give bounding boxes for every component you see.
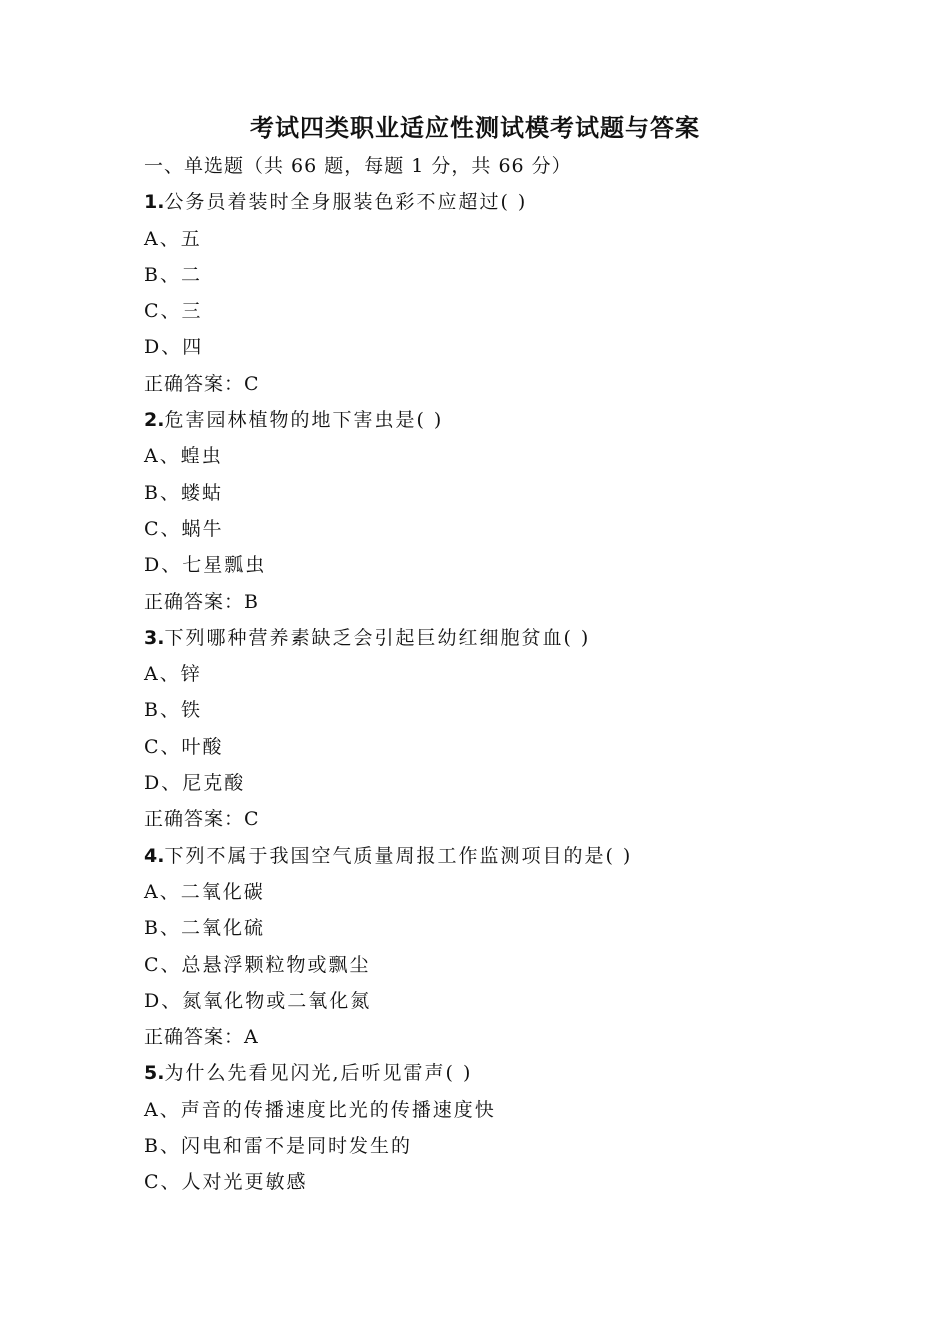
question-number: 3. (144, 626, 165, 649)
question-2-option-c: C、蜗牛 (144, 517, 224, 540)
question-2 (144, 402, 864, 438)
answer-prefix: 正确答案： (144, 372, 245, 395)
answer-value: C (244, 372, 260, 395)
document-body (144, 148, 864, 1201)
question-text: 为什么先看见闪光,后听见雷声( ) (164, 1062, 473, 1085)
question-number: 1. (144, 191, 165, 214)
answer-value: A (244, 1026, 259, 1049)
question-2-answer (144, 584, 864, 620)
section-heading: 一、单选题（共 66 题，每题 1 分，共 66 分） (144, 155, 572, 177)
question-5-option-c: C、人对光更敏感 (144, 1171, 308, 1194)
answer-prefix: 正确答案： (144, 808, 245, 831)
question-text: 下列不属于我国空气质量周报工作监测项目的是( ) (164, 844, 633, 867)
answer-value: C (244, 808, 260, 831)
question-3-option-c: C、叶酸 (144, 735, 224, 758)
document-title: 考试四类职业适应性测试模考试题与答案 (250, 114, 700, 142)
question-1-option-d: D、四 (144, 336, 204, 359)
answer-value: B (244, 590, 259, 613)
question-4-option-b: B、二氧化硫 (144, 917, 265, 940)
question-4 (144, 838, 864, 874)
question-text: 下列哪种营养素缺乏会引起巨幼红细胞贫血( ) (164, 626, 591, 649)
question-number: 5. (144, 1062, 165, 1085)
question-3 (144, 620, 864, 656)
question-3-option-b: B、铁 (144, 699, 202, 722)
question-1-option-b: B、二 (144, 263, 202, 286)
question-1-option-c: C、三 (144, 300, 203, 323)
question-2-option-d: D、七星瓢虫 (144, 554, 267, 577)
question-4-option-d: D、氮氧化物或二氧化氮 (144, 989, 372, 1012)
question-5-option-b: B、闪电和雷不是同时发生的 (144, 1135, 412, 1158)
answer-prefix: 正确答案： (144, 590, 245, 613)
question-4-option-a: A、二氧化碳 (144, 880, 265, 903)
question-1-answer (144, 366, 864, 402)
question-4-option-c: C、总悬浮颗粒物或飘尘 (144, 953, 371, 976)
question-number: 2. (144, 409, 165, 432)
question-text: 危害园林植物的地下害虫是( ) (164, 409, 444, 432)
question-3-answer (144, 801, 864, 837)
question-5-option-a: A、声音的传播速度比光的传播速度快 (144, 1098, 496, 1121)
question-2-option-b: B、蝼蛄 (144, 481, 223, 504)
question-number: 4. (144, 844, 165, 867)
question-1-option-a: A、五 (144, 227, 202, 250)
question-2-option-a: A、蝗虫 (144, 445, 223, 468)
question-5 (144, 1055, 864, 1091)
question-3-option-a: A、锌 (144, 663, 202, 686)
question-4-answer (144, 1019, 864, 1055)
answer-prefix: 正确答案： (144, 1026, 245, 1049)
question-text: 公务员着装时全身服装色彩不应超过( ) (164, 191, 528, 214)
question-3-option-d: D、尼克酸 (144, 772, 246, 795)
question-1 (144, 184, 864, 220)
